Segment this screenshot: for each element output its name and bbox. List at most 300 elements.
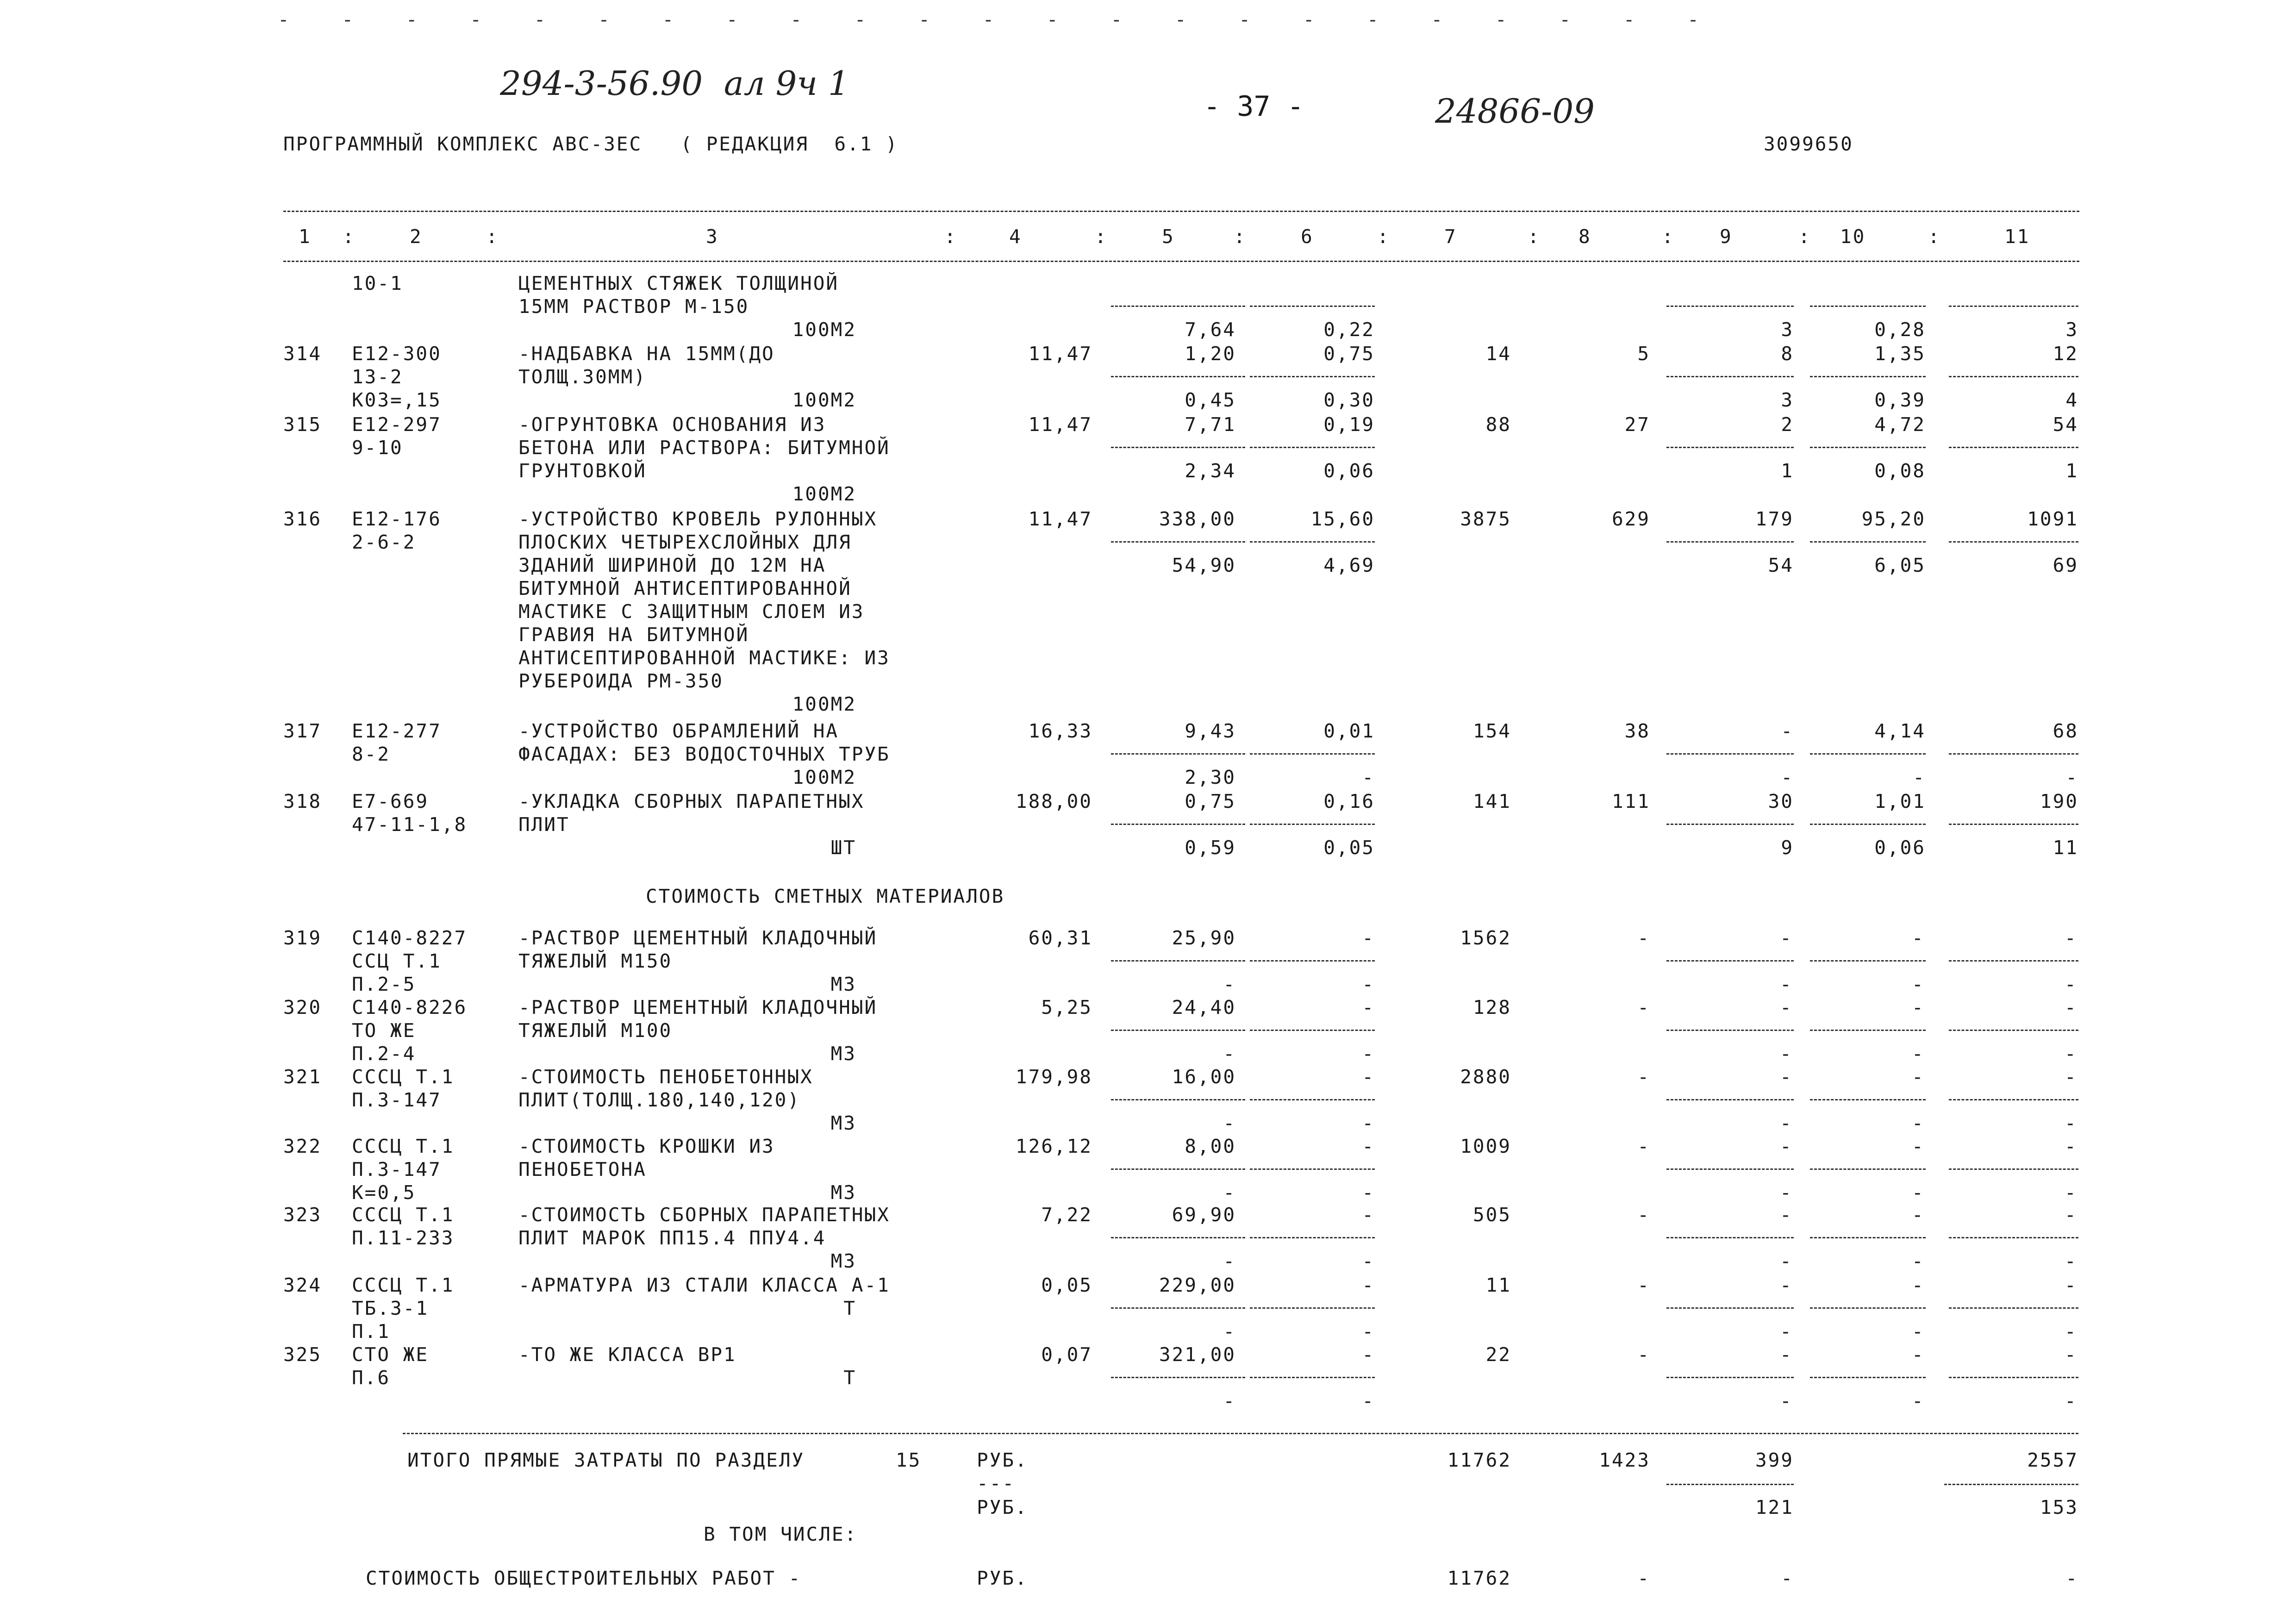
row-col6-rule (1250, 306, 1375, 307)
row-col9-rule (1666, 447, 1794, 448)
row-col6: 0,16 (1323, 790, 1375, 812)
row-c10-empty: - (1912, 1135, 1925, 1157)
row-c10-empty-second: - (1912, 1250, 1925, 1272)
row-col6-rule (1250, 1168, 1375, 1170)
row-code: Е12-297 (352, 413, 442, 436)
row-unit: ШТ (830, 837, 856, 859)
row-c10-empty: - (1912, 1066, 1925, 1088)
column-header-8: 8 (1578, 225, 1591, 248)
column-header-2: 2 (410, 225, 423, 248)
row-col6-second: - (1362, 1320, 1375, 1343)
row-code: П.2-5 (352, 973, 416, 995)
row-number: 316 (283, 508, 322, 530)
row-col6-second: - (1362, 1181, 1375, 1204)
row-code: П.6 (352, 1367, 391, 1389)
row-col11-rule (1949, 1099, 2078, 1100)
row-col6-second: - (1362, 1250, 1375, 1272)
row-col10: 1,01 (1874, 790, 1926, 812)
row-col10-second: 0,08 (1874, 460, 1926, 482)
row-c9-empty: - (1780, 1274, 1793, 1296)
row-col10: 95,20 (1861, 508, 1926, 530)
row-col5-second: 0,45 (1185, 389, 1236, 411)
row-c11-empty-second: - (2065, 1112, 2078, 1134)
row-description: ГРАВИЯ НА БИТУМНОЙ (518, 624, 749, 646)
row-unit: Т (843, 1367, 856, 1389)
row-col6: 0,19 (1323, 413, 1375, 436)
row-col5-rule (1111, 1307, 1245, 1309)
row-col5-rule (1111, 824, 1245, 825)
row-number: 317 (283, 720, 322, 742)
row-code: Е12-300 (352, 343, 442, 365)
row-unit: 100М2 (792, 483, 856, 505)
row-description: -УСТРОЙСТВО ОБРАМЛЕНИЙ НА (518, 720, 839, 742)
row-description: -УСТРОЙСТВО КРОВЕЛЬ РУЛОННЫХ (518, 508, 878, 530)
row-number: 322 (283, 1135, 322, 1157)
row-col5-rule (1111, 1030, 1245, 1031)
column-header-9: 9 (1720, 225, 1733, 248)
row-col6-second: 0,30 (1323, 389, 1375, 411)
column-separator: : (1798, 225, 1811, 248)
row-col11-rule (1949, 1168, 2078, 1170)
row-col6-rule (1250, 753, 1375, 755)
row-unit: Т (843, 1297, 856, 1319)
row-description: МАСТИКЕ С ЗАЩИТНЫМ СЛОЕМ ИЗ (518, 600, 865, 623)
row-number: 315 (283, 413, 322, 436)
row-col11-second: 4 (2065, 389, 2078, 411)
row-number: 324 (283, 1274, 322, 1296)
row-col9-rule (1666, 1237, 1794, 1238)
row-col11: 12 (2053, 343, 2078, 365)
totals-col8: 1423 (1599, 1449, 1650, 1471)
row-col11-second: 1 (2065, 460, 2078, 482)
row-col11-rule (1949, 753, 2078, 755)
row-col8: - (1637, 996, 1650, 1018)
row-code: 10-1 (352, 272, 403, 294)
row-c11-empty-second: - (2065, 973, 2078, 995)
row-unit: 100М2 (792, 319, 856, 341)
row-col6-second: - (1362, 766, 1375, 788)
row-col6-rule (1250, 1307, 1375, 1309)
row-col7: 11 (1485, 1274, 1511, 1296)
row-col11-rule (1949, 306, 2078, 307)
handwritten-reference: 294-3-56.90 ал 9ч 1 (500, 64, 849, 103)
row-unit: М3 (830, 973, 856, 995)
row-col4: 7,22 (1041, 1204, 1092, 1226)
row-col7: 88 (1485, 413, 1511, 436)
row-code: СССЦ Т.1 (352, 1066, 455, 1088)
row-description: БЕТОНА ИЛИ РАСТВОРА: БИТУМНОЙ (518, 437, 890, 459)
row-code: ТО ЖЕ (352, 1019, 416, 1042)
row-col7: 154 (1472, 720, 1511, 742)
row-col5-second: - (1223, 1043, 1236, 1065)
row-c11-empty: - (2065, 996, 2078, 1018)
column-separator: : (1928, 225, 1941, 248)
row-col5: 7,71 (1185, 413, 1236, 436)
header-rule-top (283, 211, 2079, 212)
row-col6: - (1362, 927, 1375, 949)
materials-section-title: СТОИМОСТЬ СМЕТНЫХ МАТЕРИАЛОВ (646, 885, 1005, 907)
row-code: СТО ЖЕ (352, 1343, 429, 1366)
row-code: К=0,5 (352, 1181, 416, 1204)
general-works-col9: - (1781, 1567, 1794, 1589)
column-header-7: 7 (1444, 225, 1457, 248)
row-c9-empty: - (1780, 1135, 1793, 1157)
row-col5: 229,00 (1159, 1274, 1236, 1296)
row-c11-empty: - (2065, 1066, 2078, 1088)
row-number: 323 (283, 1204, 322, 1226)
row-col6-second: 0,05 (1323, 837, 1375, 859)
row-description: ГРУНТОВКОЙ (518, 460, 647, 482)
row-col11-rule (1949, 1377, 2078, 1378)
row-c11-empty-second: - (2065, 1390, 2078, 1412)
row-col7: 128 (1472, 996, 1511, 1018)
row-description: ТЯЖЕЛЫЙ М150 (518, 950, 673, 972)
row-unit: М3 (830, 1250, 856, 1272)
row-col11-rule (1949, 960, 2078, 962)
row-col8: 27 (1624, 413, 1650, 436)
row-col6-rule (1250, 541, 1375, 543)
column-separator: : (343, 225, 356, 248)
row-col10-rule (1810, 753, 1926, 755)
row-col9-rule (1666, 753, 1794, 755)
row-c11-empty: - (2065, 1135, 2078, 1157)
row-code: 13-2 (352, 366, 403, 388)
column-header-11: 11 (2004, 225, 2030, 248)
row-col6-second: - (1362, 1112, 1375, 1134)
column-header-10: 10 (1840, 225, 1866, 248)
row-col6-second: - (1362, 1390, 1375, 1412)
column-separator: : (944, 225, 957, 248)
row-number: 319 (283, 927, 322, 949)
row-col10-rule (1810, 960, 1926, 962)
row-col5: 321,00 (1159, 1343, 1236, 1366)
row-description: ПЛИТ (518, 813, 570, 836)
row-col6-rule (1250, 1030, 1375, 1031)
row-col9-rule (1666, 1030, 1794, 1031)
row-description: -РАСТВОР ЦЕМЕНТНЫЙ КЛАДОЧНЫЙ (518, 927, 878, 949)
row-col8: - (1637, 1274, 1650, 1296)
row-code: ССЦ Т.1 (352, 950, 442, 972)
row-c9-empty: - (1780, 1066, 1793, 1088)
row-c9-empty: - (1780, 927, 1793, 949)
row-c11-empty: - (2065, 1204, 2078, 1226)
row-description: ЦЕМЕНТНЫХ СТЯЖЕК ТОЛЩИНОЙ (518, 272, 839, 294)
row-c9-empty: - (1780, 1343, 1793, 1366)
row-col4: 188,00 (1015, 790, 1092, 812)
row-unit: 100М2 (792, 766, 856, 788)
row-col4: 0,07 (1041, 1343, 1092, 1366)
row-col4: 5,25 (1041, 996, 1092, 1018)
row-col10: 1,35 (1874, 343, 1926, 365)
totals-col11-rule (1944, 1484, 2078, 1485)
row-col11: 190 (2040, 790, 2078, 812)
row-col5-rule (1111, 306, 1245, 307)
row-col4: 11,47 (1028, 343, 1092, 365)
row-col10-rule (1810, 1237, 1926, 1238)
row-code: П.3-147 (352, 1089, 442, 1111)
row-col11-rule (1949, 1237, 2078, 1238)
page-number: - 37 - (1204, 90, 1304, 123)
totals-currency-dash: --- (977, 1472, 1016, 1494)
row-code: 47-11-1,8 (352, 813, 468, 836)
row-c9-empty-second: - (1780, 973, 1793, 995)
row-code: 9-10 (352, 437, 403, 459)
row-description: РУБЕРОИДА РМ-350 (518, 670, 724, 692)
row-col9: 2 (1781, 413, 1794, 436)
general-works-currency: РУБ. (977, 1567, 1028, 1589)
row-description: ПЛОСКИХ ЧЕТЫРЕХСЛОЙНЫХ ДЛЯ (518, 531, 852, 553)
general-works-label: СТОИМОСТЬ ОБЩЕСТРОИТЕЛЬНЫХ РАБОТ - (366, 1567, 802, 1589)
row-col5-rule (1111, 1377, 1245, 1378)
row-col6-second: 0,22 (1323, 319, 1375, 341)
row-description: -СТОИМОСТЬ СБОРНЫХ ПАРАПЕТНЫХ (518, 1204, 890, 1226)
row-c10-empty: - (1912, 1343, 1925, 1366)
row-col8: - (1637, 1343, 1650, 1366)
row-col4: 179,98 (1015, 1066, 1092, 1088)
row-col9-rule (1666, 376, 1794, 377)
row-c9-empty-second: - (1780, 1112, 1793, 1134)
column-separator: : (1528, 225, 1541, 248)
row-col11-rule (1949, 541, 2078, 543)
row-code: 2-6-2 (352, 531, 416, 553)
row-col6: - (1362, 1135, 1375, 1157)
row-col6-rule (1250, 960, 1375, 962)
row-code: 8-2 (352, 743, 391, 765)
row-col8: - (1637, 1066, 1650, 1088)
row-col7: 3875 (1460, 508, 1511, 530)
row-c9-empty-second: - (1780, 1390, 1793, 1412)
row-col5: 0,75 (1185, 790, 1236, 812)
row-code: С140-8227 (352, 927, 468, 949)
row-col8: 38 (1624, 720, 1650, 742)
row-col11: 68 (2053, 720, 2078, 742)
row-col9-second: 54 (1768, 554, 1794, 576)
row-col9-rule (1666, 960, 1794, 962)
row-col6-second: - (1362, 973, 1375, 995)
row-c11-empty-second: - (2065, 1043, 2078, 1065)
row-code: С140-8226 (352, 996, 468, 1018)
row-code: П.11-233 (352, 1227, 455, 1249)
row-col11: 54 (2053, 413, 2078, 436)
row-col7: 141 (1472, 790, 1511, 812)
row-col5-rule (1111, 376, 1245, 377)
row-col9-second: 1 (1781, 460, 1794, 482)
row-col6: - (1362, 1204, 1375, 1226)
row-description: -УКЛАДКА СБОРНЫХ ПАРАПЕТНЫХ (518, 790, 865, 812)
row-col11-second: 69 (2053, 554, 2078, 576)
row-c10-empty-second: - (1912, 1320, 1925, 1343)
row-code: Е7-669 (352, 790, 429, 812)
row-col5: 8,00 (1185, 1135, 1236, 1157)
row-col5: 16,00 (1172, 1066, 1236, 1088)
row-number: 321 (283, 1066, 322, 1088)
row-code: П.3-147 (352, 1158, 442, 1181)
row-c10-empty-second: - (1912, 1390, 1925, 1412)
row-col10-second: 6,05 (1874, 554, 1926, 576)
column-header-3: 3 (706, 225, 719, 248)
row-code: П.2-4 (352, 1043, 416, 1065)
row-code: СССЦ Т.1 (352, 1274, 455, 1296)
row-col6: - (1362, 996, 1375, 1018)
row-col11-rule (1949, 1307, 2078, 1309)
row-description: ПЕНОБЕТОНА (518, 1158, 647, 1181)
column-separator: : (1095, 225, 1108, 248)
row-col9-rule (1666, 541, 1794, 543)
row-col7: 22 (1485, 1343, 1511, 1366)
row-col9-second: 9 (1781, 837, 1794, 859)
row-description: ПЛИТ(ТОЛЩ.180,140,120) (518, 1089, 801, 1111)
row-c11-empty-second: - (2065, 1320, 2078, 1343)
totals-currency-2: РУБ. (977, 1496, 1028, 1518)
row-col10-second: 0,39 (1874, 389, 1926, 411)
row-description: -АРМАТУРА ИЗ СТАЛИ КЛАССА А-1 (518, 1274, 890, 1296)
including-label: В ТОМ ЧИСЛЕ: (704, 1523, 858, 1545)
row-col6-rule (1250, 376, 1375, 377)
row-col6: 0,01 (1323, 720, 1375, 742)
row-unit: М3 (830, 1112, 856, 1134)
row-col5-second: 2,30 (1185, 766, 1236, 788)
row-col11-second: - (2065, 766, 2078, 788)
row-c11-empty-second: - (2065, 1181, 2078, 1204)
row-col10-rule (1810, 1168, 1926, 1170)
totals-col9-rule (1666, 1484, 1794, 1485)
row-col9-second: - (1781, 766, 1794, 788)
row-description: -СТОИМОСТЬ КРОШКИ ИЗ (518, 1135, 775, 1157)
row-col5-rule (1111, 1237, 1245, 1238)
row-col10: 4,72 (1874, 413, 1926, 436)
row-col5-rule (1111, 541, 1245, 543)
row-col7: 1009 (1460, 1135, 1511, 1157)
row-col5-rule (1111, 447, 1245, 448)
row-c11-empty: - (2065, 1343, 2078, 1366)
row-col11-rule (1949, 376, 2078, 377)
row-col10-second: - (1913, 766, 1926, 788)
general-works-col11: - (2065, 1567, 2078, 1589)
row-col8: 5 (1637, 343, 1650, 365)
row-col7: 505 (1472, 1204, 1511, 1226)
row-col10-rule (1810, 447, 1926, 448)
row-c10-empty: - (1912, 1204, 1925, 1226)
row-col5-second: 0,59 (1185, 837, 1236, 859)
row-col9-rule (1666, 306, 1794, 307)
column-separator: : (1662, 225, 1675, 248)
row-col6: - (1362, 1343, 1375, 1366)
row-c9-empty-second: - (1780, 1250, 1793, 1272)
row-c11-empty-second: - (2065, 1250, 2078, 1272)
row-col6-rule (1250, 824, 1375, 825)
row-c9-empty-second: - (1780, 1320, 1793, 1343)
row-col5-second: 54,90 (1172, 554, 1236, 576)
row-col5: 9,43 (1185, 720, 1236, 742)
row-c10-empty: - (1912, 927, 1925, 949)
row-description: -СТОИМОСТЬ ПЕНОБЕТОННЫХ (518, 1066, 813, 1088)
general-works-col8: - (1637, 1567, 1650, 1589)
row-col9-rule (1666, 1377, 1794, 1378)
row-col5-rule (1111, 753, 1245, 755)
totals-col11-second: 153 (2040, 1496, 2078, 1518)
program-header: ПРОГРАММНЫЙ КОМПЛЕКС АВС-3ЕС ( РЕДАКЦИЯ 6.1 ) (283, 133, 898, 155)
totals-col11: 2557 (2027, 1449, 2078, 1471)
row-col10-second: 0,28 (1874, 319, 1926, 341)
row-col4: 60,31 (1028, 927, 1092, 949)
row-col10-rule (1810, 1030, 1926, 1031)
row-c11-empty: - (2065, 927, 2078, 949)
general-works-col7: 11762 (1447, 1567, 1511, 1589)
row-col8: 111 (1611, 790, 1650, 812)
totals-rule (403, 1433, 2078, 1434)
document-code: 3099650 (1764, 133, 1853, 155)
row-number: 320 (283, 996, 322, 1018)
row-col9: 30 (1768, 790, 1794, 812)
row-col6-rule (1250, 1377, 1375, 1378)
row-code: СССЦ Т.1 (352, 1204, 455, 1226)
row-unit: 100М2 (792, 693, 856, 715)
column-separator: : (486, 225, 499, 248)
row-number: 318 (283, 790, 322, 812)
row-col8: - (1637, 1204, 1650, 1226)
row-col5-second: - (1223, 973, 1236, 995)
row-description: -ТО ЖЕ КЛАССА ВР1 (518, 1343, 736, 1366)
row-col11-second: 11 (2053, 837, 2078, 859)
row-col5-rule (1111, 1168, 1245, 1170)
row-c10-empty-second: - (1912, 1112, 1925, 1134)
column-header-6: 6 (1301, 225, 1314, 248)
totals-col9-second: 121 (1755, 1496, 1794, 1518)
row-description: 15ММ РАСТВОР М-150 (518, 295, 749, 318)
row-unit: М3 (830, 1181, 856, 1204)
row-col5-second: 7,64 (1185, 319, 1236, 341)
totals-col7: 11762 (1447, 1449, 1511, 1471)
row-unit: М3 (830, 1043, 856, 1065)
row-c11-empty: - (2065, 1274, 2078, 1296)
row-col11: 1091 (2027, 508, 2078, 530)
row-c10-empty-second: - (1912, 1043, 1925, 1065)
row-col9-rule (1666, 1099, 1794, 1100)
row-col7: 14 (1485, 343, 1511, 365)
row-col8: 629 (1611, 508, 1650, 530)
row-col6-rule (1250, 1099, 1375, 1100)
row-col5-second: - (1223, 1320, 1236, 1343)
row-col6-rule (1250, 447, 1375, 448)
row-code: К03=,15 (352, 389, 442, 411)
row-col5-second: - (1223, 1112, 1236, 1134)
row-description: ПЛИТ МАРОК ПП15.4 ППУ4.4 (518, 1227, 826, 1249)
row-col9: - (1781, 720, 1794, 742)
row-c9-empty: - (1780, 1204, 1793, 1226)
row-col6: 15,60 (1310, 508, 1375, 530)
row-col8: - (1637, 1135, 1650, 1157)
row-col6-second: 4,69 (1323, 554, 1375, 576)
row-description: ТОЛЩ.30ММ) (518, 366, 647, 388)
row-code: ТБ.3-1 (352, 1297, 429, 1319)
row-col9: 8 (1781, 343, 1794, 365)
row-col4: 0,05 (1041, 1274, 1092, 1296)
row-col11-second: 3 (2065, 319, 2078, 341)
row-col10-second: 0,06 (1874, 837, 1926, 859)
row-code: П.1 (352, 1320, 391, 1343)
row-col10-rule (1810, 1099, 1926, 1100)
row-col6: - (1362, 1274, 1375, 1296)
row-col5-rule (1111, 1099, 1245, 1100)
row-c10-empty: - (1912, 1274, 1925, 1296)
row-col4: 126,12 (1015, 1135, 1092, 1157)
row-col5: 24,40 (1172, 996, 1236, 1018)
totals-section-number: 15 (896, 1449, 922, 1471)
row-c9-empty: - (1780, 996, 1793, 1018)
row-col9-rule (1666, 1168, 1794, 1170)
row-col9-second: 3 (1781, 319, 1794, 341)
row-col9-second: 3 (1781, 389, 1794, 411)
